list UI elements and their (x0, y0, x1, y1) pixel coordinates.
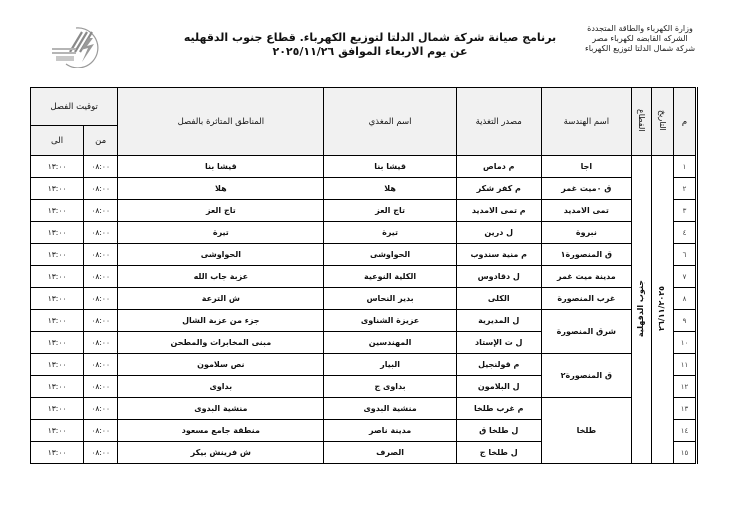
time-from-cell: ٠٨:٠٠ (84, 200, 118, 222)
affected-areas-cell: ش فرينش بيكر (118, 442, 324, 464)
col-header-time-group: توقيت الفصل (31, 88, 118, 126)
feeder-cell: منشية البدوى (324, 398, 456, 420)
col-header-engineering: اسم الهندسة (541, 88, 631, 156)
engineering-cell: طلخا (541, 398, 631, 464)
time-from-cell: ٠٨:٠٠ (84, 244, 118, 266)
affected-areas-cell: نص سلامون (118, 354, 324, 376)
table-row (31, 288, 697, 310)
feeder-cell: الكلية النوعية (324, 266, 456, 288)
time-to-cell: ١٣:٠٠ (31, 310, 84, 332)
row-number-cell: ١٣ (673, 398, 696, 420)
table-body (31, 156, 697, 464)
time-to-cell: ١٣:٠٠ (31, 398, 84, 420)
source-cell: ل البلامون (456, 376, 541, 398)
org-line-holding: الشركه القابضه لكهرباء مصر (592, 34, 688, 43)
time-from-cell: ٠٨:٠٠ (84, 398, 118, 420)
source-cell: م كفر شكر (456, 178, 541, 200)
row-number-cell: ١١ (673, 354, 696, 376)
table-row (31, 398, 697, 420)
engineering-cell: مدينة ميت غمر (541, 266, 631, 288)
source-cell: م تمى الامديد (456, 200, 541, 222)
feeder-cell: قيشا بنا (324, 156, 456, 178)
source-cell: ل طلخا ق (456, 420, 541, 442)
col-header-to: الى (31, 126, 84, 156)
time-to-cell: ١٣:٠٠ (31, 354, 84, 376)
affected-areas-cell: بداوى (118, 376, 324, 398)
time-to-cell: ١٣:٠٠ (31, 266, 84, 288)
title-line-1: برنامج صيانة شركة شمال الدلتا لتوزيع الكهرباء. قطاع جنوب الدقهليه (183, 31, 557, 44)
affected-areas-cell: مبنى المخابرات والمطحن (118, 332, 324, 354)
col-header-date-label: التاريخ (657, 109, 667, 131)
affected-areas-cell: عزبة جاب الله (118, 266, 324, 288)
row-number-cell: ٨ (673, 288, 696, 310)
org-line-company: شركة شمال الدلتا لتوزيع الكهرباء (584, 44, 696, 53)
engineering-cell: شرق المنصورة (541, 310, 631, 354)
time-from-cell: ٠٨:٠٠ (84, 156, 118, 178)
affected-areas-cell: جزء من عزبة الشال (118, 310, 324, 332)
engineering-cell: ق المنصورة٢ (541, 354, 631, 398)
col-header-num: م (673, 88, 696, 156)
source-cell: ل درين (456, 222, 541, 244)
col-header-feeder: اسم المغذي (324, 88, 456, 156)
time-from-cell: ٠٨:٠٠ (84, 288, 118, 310)
table-row (31, 244, 697, 266)
feeder-cell: تاج العز (324, 200, 456, 222)
affected-areas-cell: تاج العز (118, 200, 324, 222)
sector-value: جنوب الدقهلية (636, 279, 646, 338)
time-from-cell: ٠٨:٠٠ (84, 178, 118, 200)
time-from-cell: ٠٨:٠٠ (84, 332, 118, 354)
affected-areas-cell: قيشا بنا (118, 156, 324, 178)
time-to-cell: ١٣:٠٠ (31, 156, 84, 178)
row-number-cell: ٧ (673, 266, 696, 288)
row-number-cell: ١٠ (673, 332, 696, 354)
col-header-source: مصدر التغذية (456, 88, 541, 156)
source-cell: ل المديرية (456, 310, 541, 332)
row-number-cell: ٩ (673, 310, 696, 332)
date-value: ٢٦/١١/٢٠٢٥ (657, 286, 667, 331)
engineering-cell: نبروة (541, 222, 631, 244)
time-to-cell: ١٣:٠٠ (31, 332, 84, 354)
time-to-cell: ١٣:٠٠ (31, 442, 84, 464)
source-cell: الكلى (456, 288, 541, 310)
table-row (31, 178, 697, 200)
source-cell: م منية سندوب (456, 244, 541, 266)
table-row (31, 310, 697, 332)
time-to-cell: ١٣:٠٠ (31, 222, 84, 244)
feeder-cell: المهندسين (324, 332, 456, 354)
affected-areas-cell: هلا (118, 178, 324, 200)
affected-areas-cell: الحواوشى (118, 244, 324, 266)
row-number-cell: ٦ (673, 244, 696, 266)
feeder-cell: هلا (324, 178, 456, 200)
feeder-cell: مدينة ناصر (324, 420, 456, 442)
time-to-cell: ١٣:٠٠ (31, 288, 84, 310)
time-to-cell: ١٣:٠٠ (31, 200, 84, 222)
org-line-ministry: وزارة الكهرباء والطاقة المتجددة (587, 24, 693, 33)
row-number-cell: ٢ (673, 178, 696, 200)
table-row (31, 222, 697, 244)
row-number-cell: ١٥ (673, 442, 696, 464)
table-row (31, 266, 697, 288)
time-from-cell: ٠٨:٠٠ (84, 354, 118, 376)
title-line-2: عن يوم الاربعاء الموافق ٢٠٢٥/١١/٢٦ (272, 45, 468, 58)
col-header-sector (631, 88, 651, 156)
document-title (160, 31, 580, 59)
table-row (31, 354, 697, 376)
feeder-cell: بداوى ج (324, 376, 456, 398)
organization-header (565, 24, 715, 54)
ndedc-logo-icon (48, 24, 110, 68)
time-to-cell: ١٣:٠٠ (31, 244, 84, 266)
feeder-cell: البيار (324, 354, 456, 376)
time-to-cell: ١٣:٠٠ (31, 376, 84, 398)
time-to-cell: ١٣:٠٠ (31, 178, 84, 200)
source-cell: م غرب طلخا (456, 398, 541, 420)
time-to-cell: ١٣:٠٠ (31, 420, 84, 442)
row-number-cell: ١٤ (673, 420, 696, 442)
col-header-from: من (84, 126, 118, 156)
engineering-cell: اجا (541, 156, 631, 178)
engineering-cell: غرب المنصورة (541, 288, 631, 310)
affected-areas-cell: منطقة جامع مسعود (118, 420, 324, 442)
col-header-sector-label: القطاع (636, 108, 646, 132)
time-from-cell: ٠٨:٠٠ (84, 420, 118, 442)
affected-areas-cell: منشية البدوى (118, 398, 324, 420)
source-cell: ل ت الإستاد (456, 332, 541, 354)
date-cell (651, 156, 673, 464)
row-number-cell: ١ (673, 156, 696, 178)
affected-areas-cell: تيرة (118, 222, 324, 244)
feeder-cell: الصرف (324, 442, 456, 464)
engineering-cell: تمى الامديد (541, 200, 631, 222)
table-row (31, 156, 697, 178)
time-from-cell: ٠٨:٠٠ (84, 442, 118, 464)
affected-areas-cell: ش الترعة (118, 288, 324, 310)
time-from-cell: ٠٨:٠٠ (84, 376, 118, 398)
table-row (31, 200, 697, 222)
source-cell: ل دقادوس (456, 266, 541, 288)
row-number-cell: ٤ (673, 222, 696, 244)
sector-cell (631, 156, 651, 464)
row-number-cell: ٣ (673, 200, 696, 222)
time-from-cell: ٠٨:٠٠ (84, 310, 118, 332)
engineering-cell: ق المنصورة١ (541, 244, 631, 266)
source-cell: ل طلخا ج (456, 442, 541, 464)
time-from-cell: ٠٨:٠٠ (84, 266, 118, 288)
row-number-cell: ١٢ (673, 376, 696, 398)
time-from-cell: ٠٨:٠٠ (84, 222, 118, 244)
feeder-cell: عزيزة الشناوى (324, 310, 456, 332)
source-cell: م قولنجيل (456, 354, 541, 376)
feeder-cell: بدير النحاس (324, 288, 456, 310)
feeder-cell: تيرة (324, 222, 456, 244)
source-cell: م دماص (456, 156, 541, 178)
engineering-cell: ق ٠ميت غمر (541, 178, 631, 200)
col-header-areas: المناطق المتاثرة بالفصل (118, 88, 324, 156)
maintenance-schedule-table (30, 87, 698, 464)
col-header-date (651, 88, 673, 156)
feeder-cell: الحواوشى (324, 244, 456, 266)
